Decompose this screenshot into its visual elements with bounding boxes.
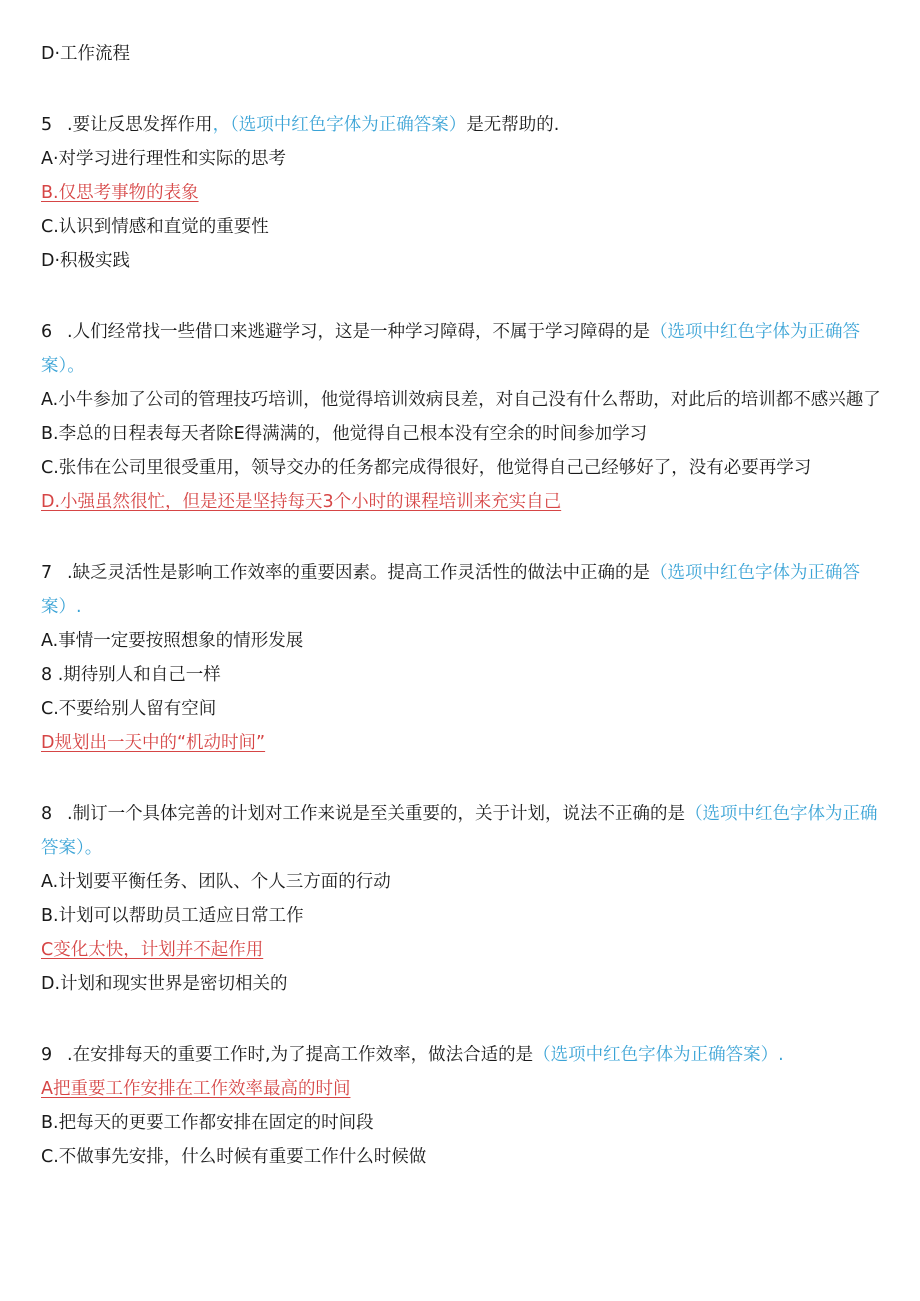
question-7-stem <box>41 556 881 624</box>
option-d-correct: D规划出一天中的“机动时间” <box>41 733 266 753</box>
question-text: .人们经常找一些借口来逃避学习，这是一种学习障碍，不属于学习障碍的是 <box>67 322 651 342</box>
option-a: A.计划要平衡任务、团队、个人三方面的行动 <box>41 872 391 892</box>
option-c: C.张伟在公司里很受重用，领导交办的任务都完成得很好，他觉得自己己经够好了，没有必要再学习 <box>41 458 812 478</box>
option-a: A.小牛参加了公司的管理技巧培训，他觉得培训效病艮差，对自己没有什么帮助，对此后的培训都不感兴趣了 <box>41 390 881 410</box>
question-number: 9 <box>41 1045 53 1065</box>
option-b: B.计划可以帮助员工适应日常工作 <box>41 906 304 926</box>
option-b: B.李总的日程表每天者除E得满满的，他觉得自己根本没有空余的时间参加学习 <box>41 424 648 444</box>
option-b-correct: B.仅思考事物的表象 <box>41 183 199 203</box>
answer-hint: ，（选项中红色字体为正确答案） <box>212 115 467 135</box>
option-a: A·对学习进行理性和实际的思考 <box>41 149 287 169</box>
answer-hint: （选项中红色字体为正确答案）。 <box>41 322 861 376</box>
option-a-correct: A把重要工作安排在工作效率最高的时间 <box>41 1079 351 1099</box>
option-d: D·积极实践 <box>41 251 131 271</box>
option-b: 8 .期待别人和自己一样 <box>41 665 221 685</box>
question-5-stem <box>41 108 881 142</box>
answer-hint: （选项中红色字体为正确答案）. <box>533 1045 784 1065</box>
option-d-previous: D·工作流程 <box>41 44 131 64</box>
question-9-stem <box>41 1038 881 1072</box>
question-tail: 是无帮助的. <box>466 115 560 135</box>
question-text: .缺乏灵活性是影响工作效率的重要因素。提高工作灵活性的做法中正确的是 <box>67 563 651 583</box>
question-number: 7 <box>41 563 53 583</box>
option-d: D.计划和现实世界是密切相关的 <box>41 974 288 994</box>
option-c: C.不要给别人留有空间 <box>41 699 217 719</box>
question-number: 6 <box>41 322 53 342</box>
question-8-stem <box>41 797 881 865</box>
option-a: A.事情一定要按照想象的情形发展 <box>41 631 304 651</box>
answer-hint: （选项中红色字体为正确答案）。 <box>41 804 878 858</box>
option-c: C.认识到情感和直觉的重要性 <box>41 217 269 237</box>
option-b: B.把每天的更要工作都安排在固定的时间段 <box>41 1113 374 1133</box>
question-text: .在安排每天的重要工作时,为了提高工作效率，做法合适的是 <box>67 1045 534 1065</box>
question-6-stem <box>41 315 881 383</box>
answer-hint: （选项中红色字体为正确答案）. <box>41 563 861 617</box>
option-c: C.不做事先安排，什么时候有重要工作什么时候做 <box>41 1147 427 1167</box>
question-list <box>41 0 881 1174</box>
question-text: .制订一个具体完善的计划对工作来说是至关重要的，关于计划，说法不正确的是 <box>67 804 686 824</box>
question-number: 5 <box>41 115 53 135</box>
question-number: 8 <box>41 804 53 824</box>
option-c-correct: C变化太快，计划并不起作用 <box>41 940 264 960</box>
option-d-correct: D.小强虽然很忙，但是还是坚持每天3个小时的课程培训来充实自己 <box>41 492 562 512</box>
question-text: .要让反思发挥作用 <box>67 115 213 135</box>
